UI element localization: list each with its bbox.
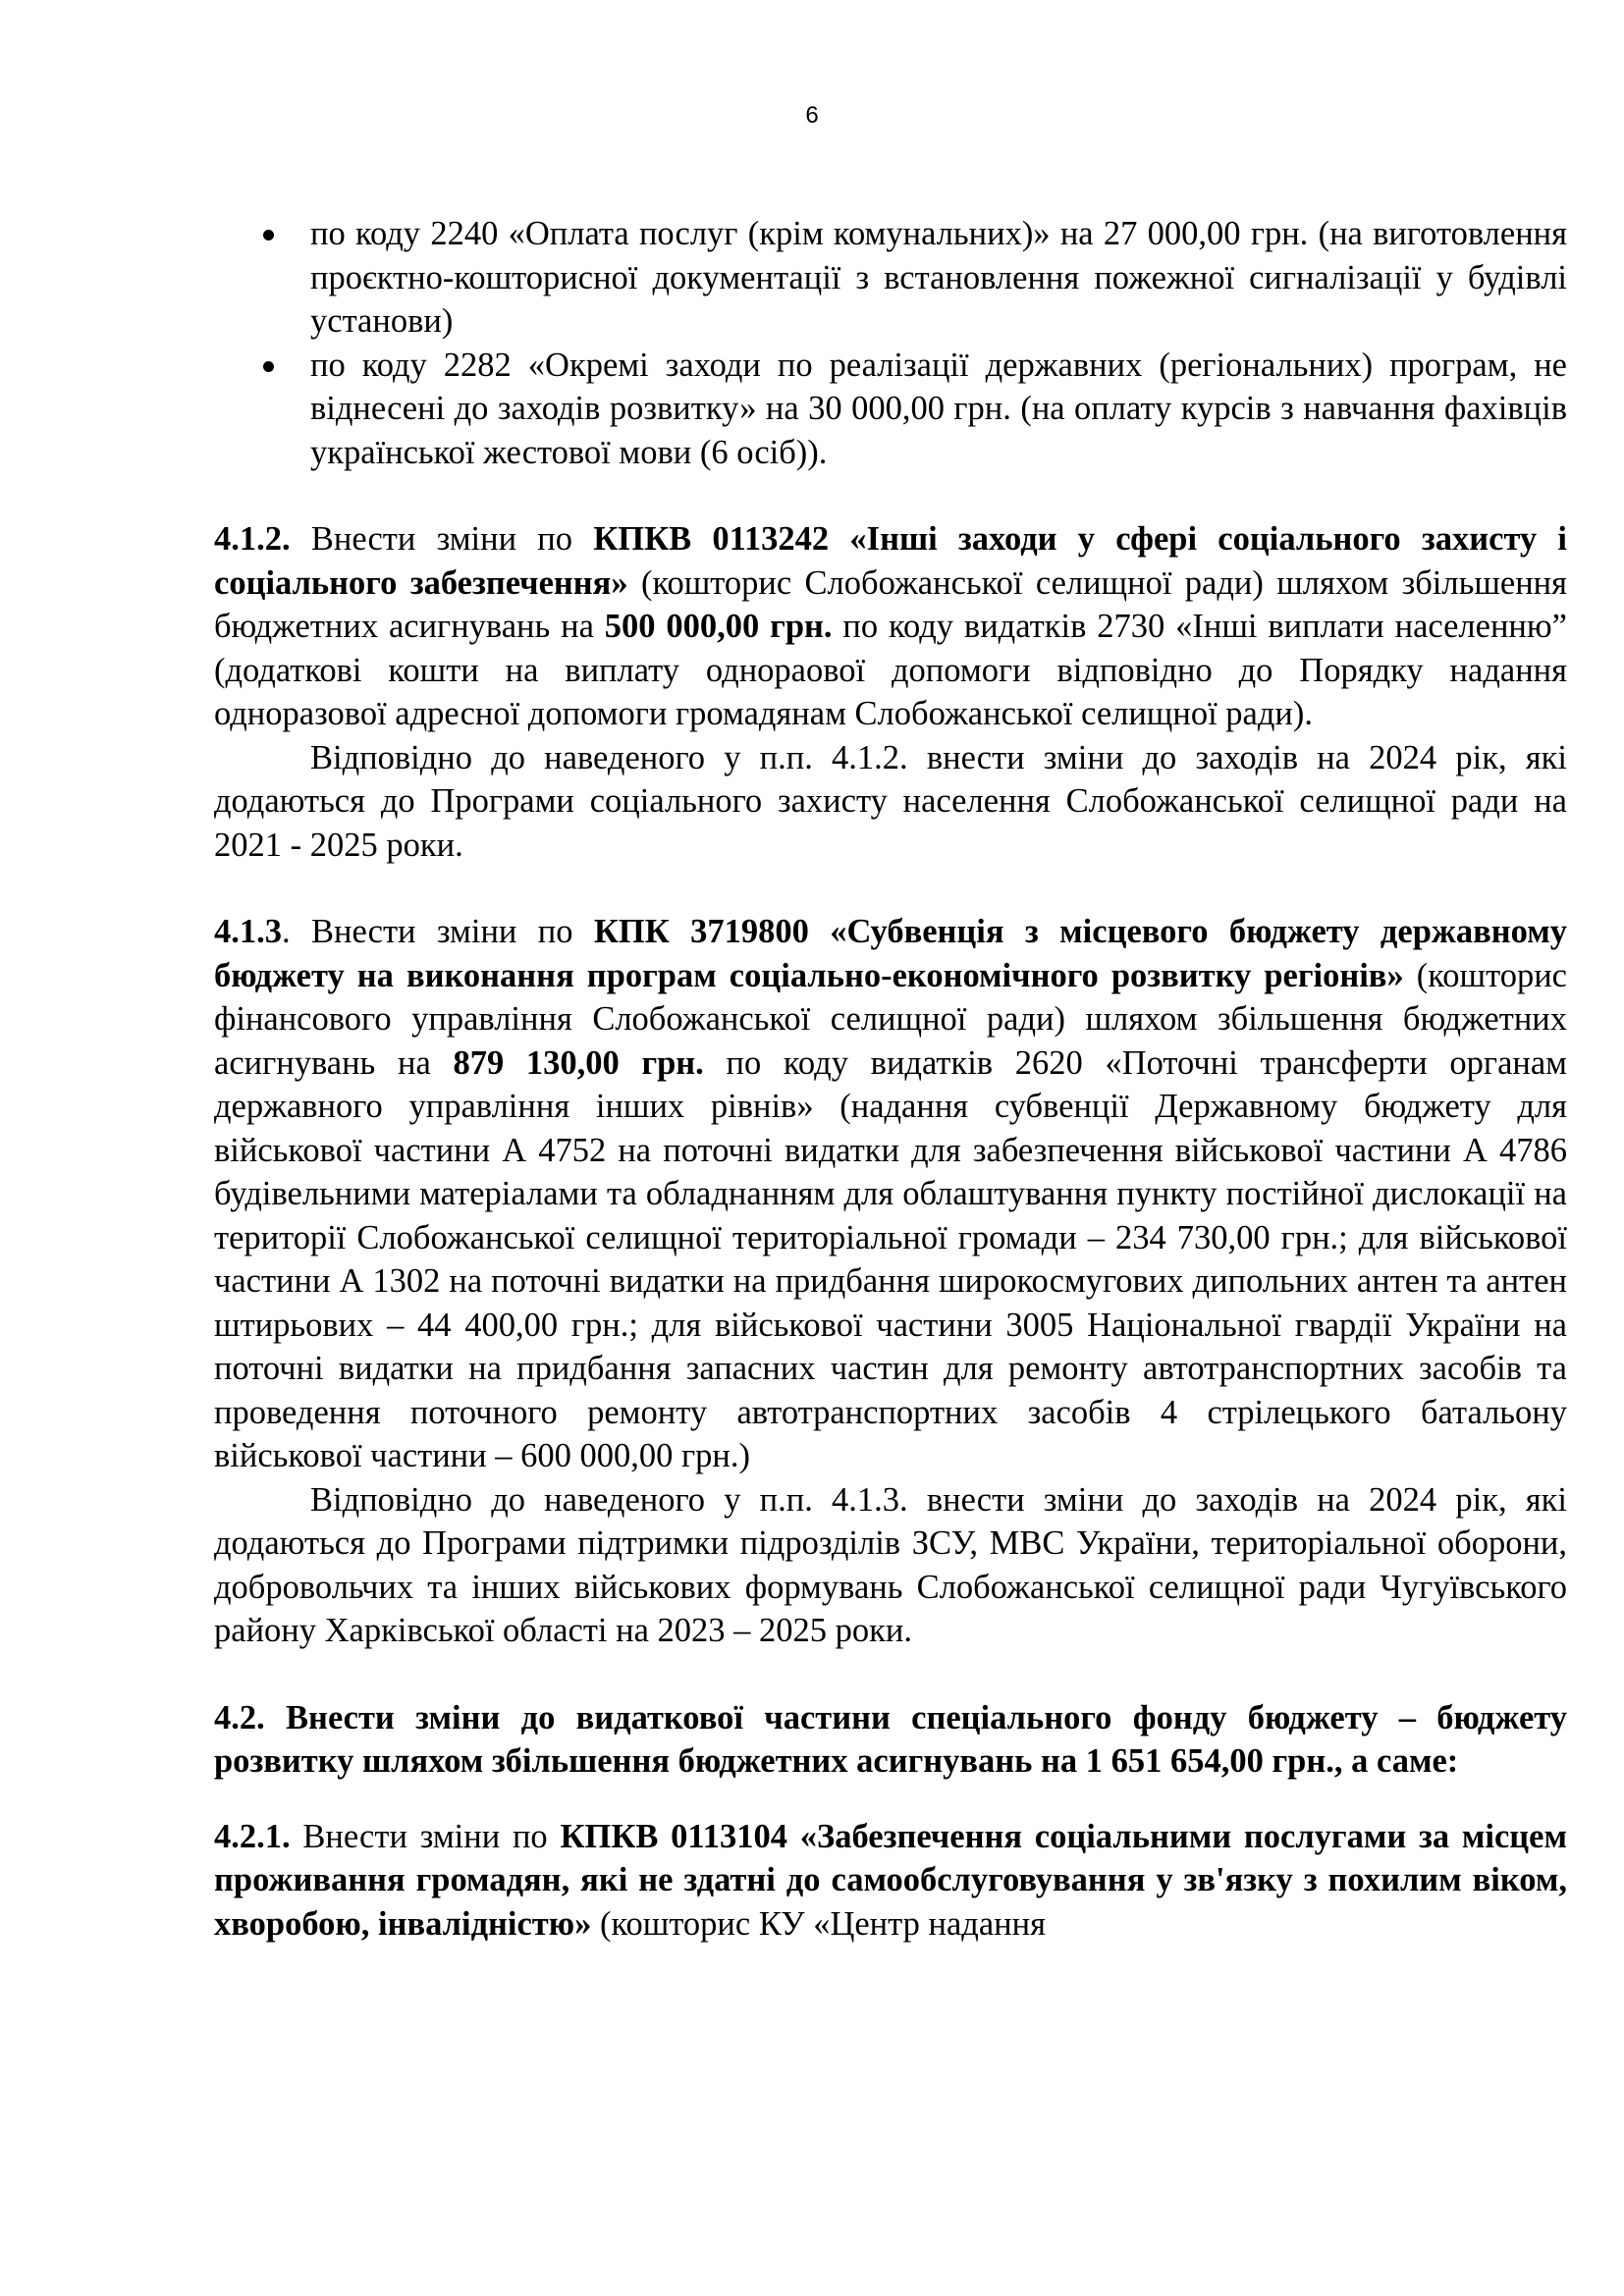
section-number: 4.1.3	[214, 913, 282, 950]
section-4-2-1	[214, 1815, 1567, 1947]
text-run: (кошторис фінансового управління Слобожанської селищної ради) шляхом збільшення бюджетних асигнувань на	[214, 956, 1567, 1082]
text-run: по коду видатків 2620 «Поточні трансферти органам державного управління інших рівнів» (надання субвенції Державному бюджету для військової частини А 4752 на поточні видатки для забезпечення військової частини А 4786 будівельними матеріалами та обладнанням для облаштування пункту постійної дислокації на території Слобожанської селищної територіальної громади – 234 730,00 грн.; для військової частини А 1302 на поточні видатки на придбання широкосмугових дипольних антен та антен штирьових – 44 400,00 грн.; для військової частини 3005 Національної гвардії України на поточні видатки на придбання запасних частин для ремонту автотранспортних засобів та проведення поточного ремонту автотранспортних засобів 4 стрілецького батальону військової частини – 600 000,00 грн.)	[214, 1043, 1568, 1474]
text-run: Внести зміни по	[290, 520, 594, 558]
amount: 879 130,00 грн.	[453, 1043, 704, 1082]
amount: 500 000,00 грн.	[604, 608, 833, 645]
section-4-1-2-followup: Відповідно до наведеного у п.п. 4.1.2. внести зміни до заходів на 2024 рік, які додаються до Програми соціального захисту населення Слобожанської селищної ради на 2021 - 2025 роки.	[214, 738, 1567, 864]
section-4-1-3	[214, 910, 1567, 1478]
bullet-text: по коду 2282 «Окремі заходи по реалізації державних (регіональних) програм, не віднесені до заходів розвитку» на 30 000,00 грн. (на оплату курсів з навчання фахівців української жестової мови (6 осіб)).	[310, 346, 1567, 471]
section-number: 4.1.2.	[214, 520, 291, 558]
section-4-2	[214, 1696, 1567, 1784]
bullet-icon	[263, 361, 274, 372]
bullet-icon	[263, 230, 274, 240]
text-run: по коду видатків 2730 «Інші виплати населенню” (додаткові кошти на виплату однораової допомоги відповідно до Порядку надання одноразової адресної допомоги громадянам Слобожанської селищної ради).	[214, 608, 1567, 732]
text-run: . Внести зміни по	[282, 913, 594, 950]
section-heading: 4.2. Внести зміни до видаткової частини спеціального фонду бюджету – бюджету розвитку шляхом збільшення бюджетних асигнувань на 1 651 654,00 грн., а саме:	[214, 1698, 1567, 1780]
section-4-1-3-followup: Відповідно до наведеного у п.п. 4.1.3. внести зміни до заходів на 2024 рік, які додаються до Програми підтримки підрозділів ЗСУ, МВС України, територіальної оборони, добровольчих та інших військових формувань Слобожанської селищної ради Чугуївського району Харківської області на 2023 – 2025 роки.	[214, 1480, 1567, 1649]
list-item	[214, 212, 1567, 344]
list-item	[214, 344, 1567, 475]
document-body	[214, 212, 1567, 1946]
budget-program-title: КПКВ 0113242 «Інші заходи у сфері соціального захисту і соціального забезпечення»	[214, 520, 1567, 602]
budget-program-title: КПКВ 0113104 «Забезпечення соціальними послугами за місцем проживання громадян, які не здатні до самообслуговування у зв'язку з похилим віком, хворобою, інвалідністю»	[214, 1817, 1567, 1943]
bullet-text: по коду 2240 «Оплата послуг (крім комунальних)» на 27 000,00 грн. (на виготовлення проєктно-кошторисної документації з встановлення пожежної сигналізації у будівлі установи)	[310, 215, 1567, 340]
text-run: (кошторис КУ «Центр надання	[591, 1904, 1046, 1943]
page-number: 6	[805, 102, 819, 129]
text-run: (кошторис Слобожанської селищної ради) шляхом збільшення бюджетних асигнувань на	[214, 563, 1567, 645]
budget-program-title: КПК 3719800 «Субвенція з місцевого бюджету державному бюджету на виконання програм соціально-економічного розвитку регіонів»	[214, 913, 1568, 994]
bullet-list	[214, 212, 1567, 474]
text-run: Внести зміни по	[290, 1817, 561, 1855]
section-4-1-2	[214, 517, 1567, 736]
section-number: 4.2.1.	[214, 1817, 291, 1855]
